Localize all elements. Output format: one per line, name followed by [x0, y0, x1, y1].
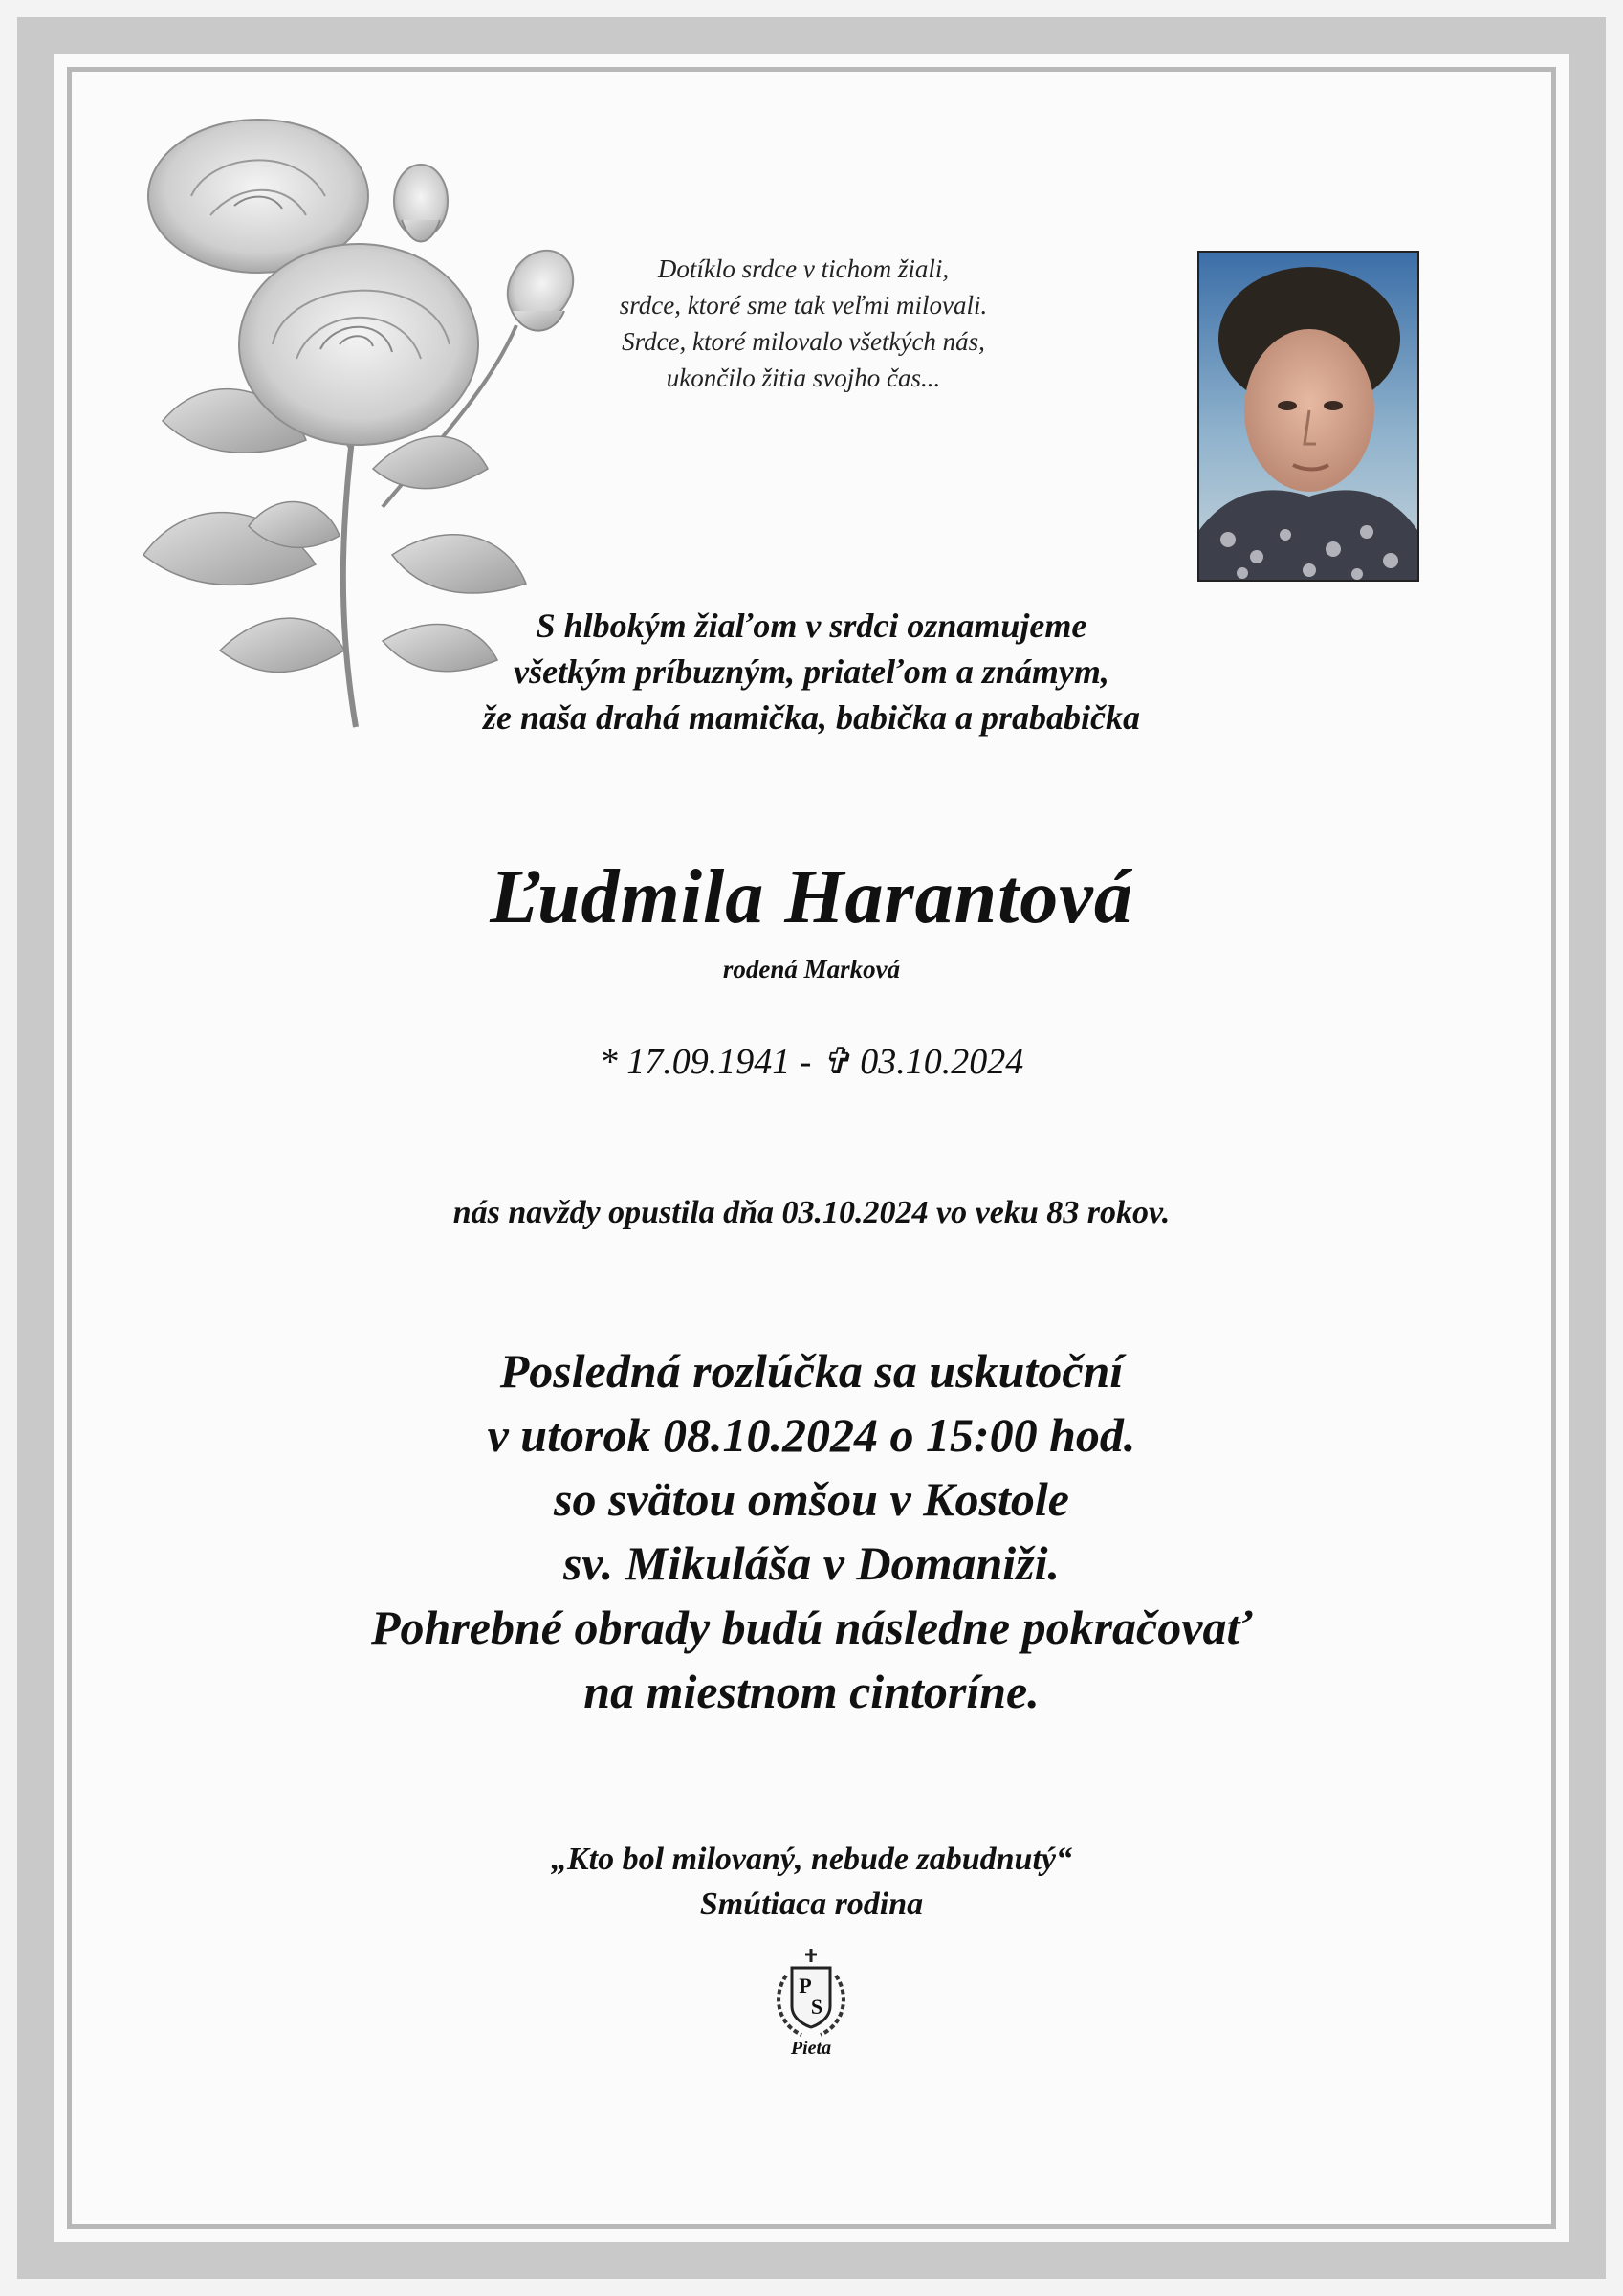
verse-line: srdce, ktoré sme tak veľmi milovali.: [619, 291, 988, 320]
announcement-line: S hlbokým žiaľom v srdci oznamujeme: [536, 607, 1087, 645]
maiden-name: rodená Marková: [722, 955, 901, 983]
announcement-line: všetkým príbuzným, priateľom a známym,: [514, 652, 1109, 691]
ceremony-line: Posledná rozlúčka sa uskutoční: [499, 1344, 1124, 1398]
verse-line: Srdce, ktoré milovalo všetkých nás,: [622, 327, 985, 356]
death-date: 03.10.2024: [850, 1042, 1024, 1082]
verse: [574, 251, 1033, 396]
cross-icon: ✞: [820, 1042, 851, 1082]
ceremony-line: sv. Mikuláša v Domaniži.: [562, 1536, 1061, 1590]
announcement: [287, 603, 1336, 740]
portrait-image: [1199, 253, 1417, 580]
logo-monogram-p: P: [799, 1974, 812, 1998]
logo-brand: Pieta: [790, 2038, 832, 2059]
birth-date: * 17.09.1941 -: [599, 1042, 821, 1082]
closing: [191, 1837, 1432, 1927]
logo-monogram-s: S: [810, 1995, 823, 2019]
ceremony-line: so svätou omšou v Kostole: [554, 1472, 1069, 1526]
closing-quote: „Kto bol milovaný, nebude zabudnutý“: [551, 1842, 1072, 1877]
ceremony-line: v utorok 08.10.2024 o 15:00 hod.: [487, 1408, 1136, 1462]
portrait-photo: [1197, 251, 1419, 582]
life-dates: [191, 1038, 1432, 1086]
pieta-logo: [773, 1947, 849, 2060]
deceased-name: Ľudmila Harantová: [490, 855, 1133, 939]
passing-note: nás navždy opustila dňa 03.10.2024 vo veku 83 rokov.: [452, 1195, 1171, 1230]
ceremony-details: [191, 1339, 1432, 1724]
verse-line: Dotíklo srdce v tichom žiali,: [657, 254, 950, 283]
verse-line: ukončilo žitia svojho čas...: [666, 364, 941, 392]
ceremony-line: na miestnom cintoríne.: [583, 1665, 1040, 1718]
ceremony-line: Pohrebné obrady budú následne pokračovať: [370, 1601, 1253, 1654]
announcement-line: že naša drahá mamička, babička a prababička: [482, 698, 1140, 737]
family-signature: Smútiaca rodina: [699, 1887, 924, 1922]
